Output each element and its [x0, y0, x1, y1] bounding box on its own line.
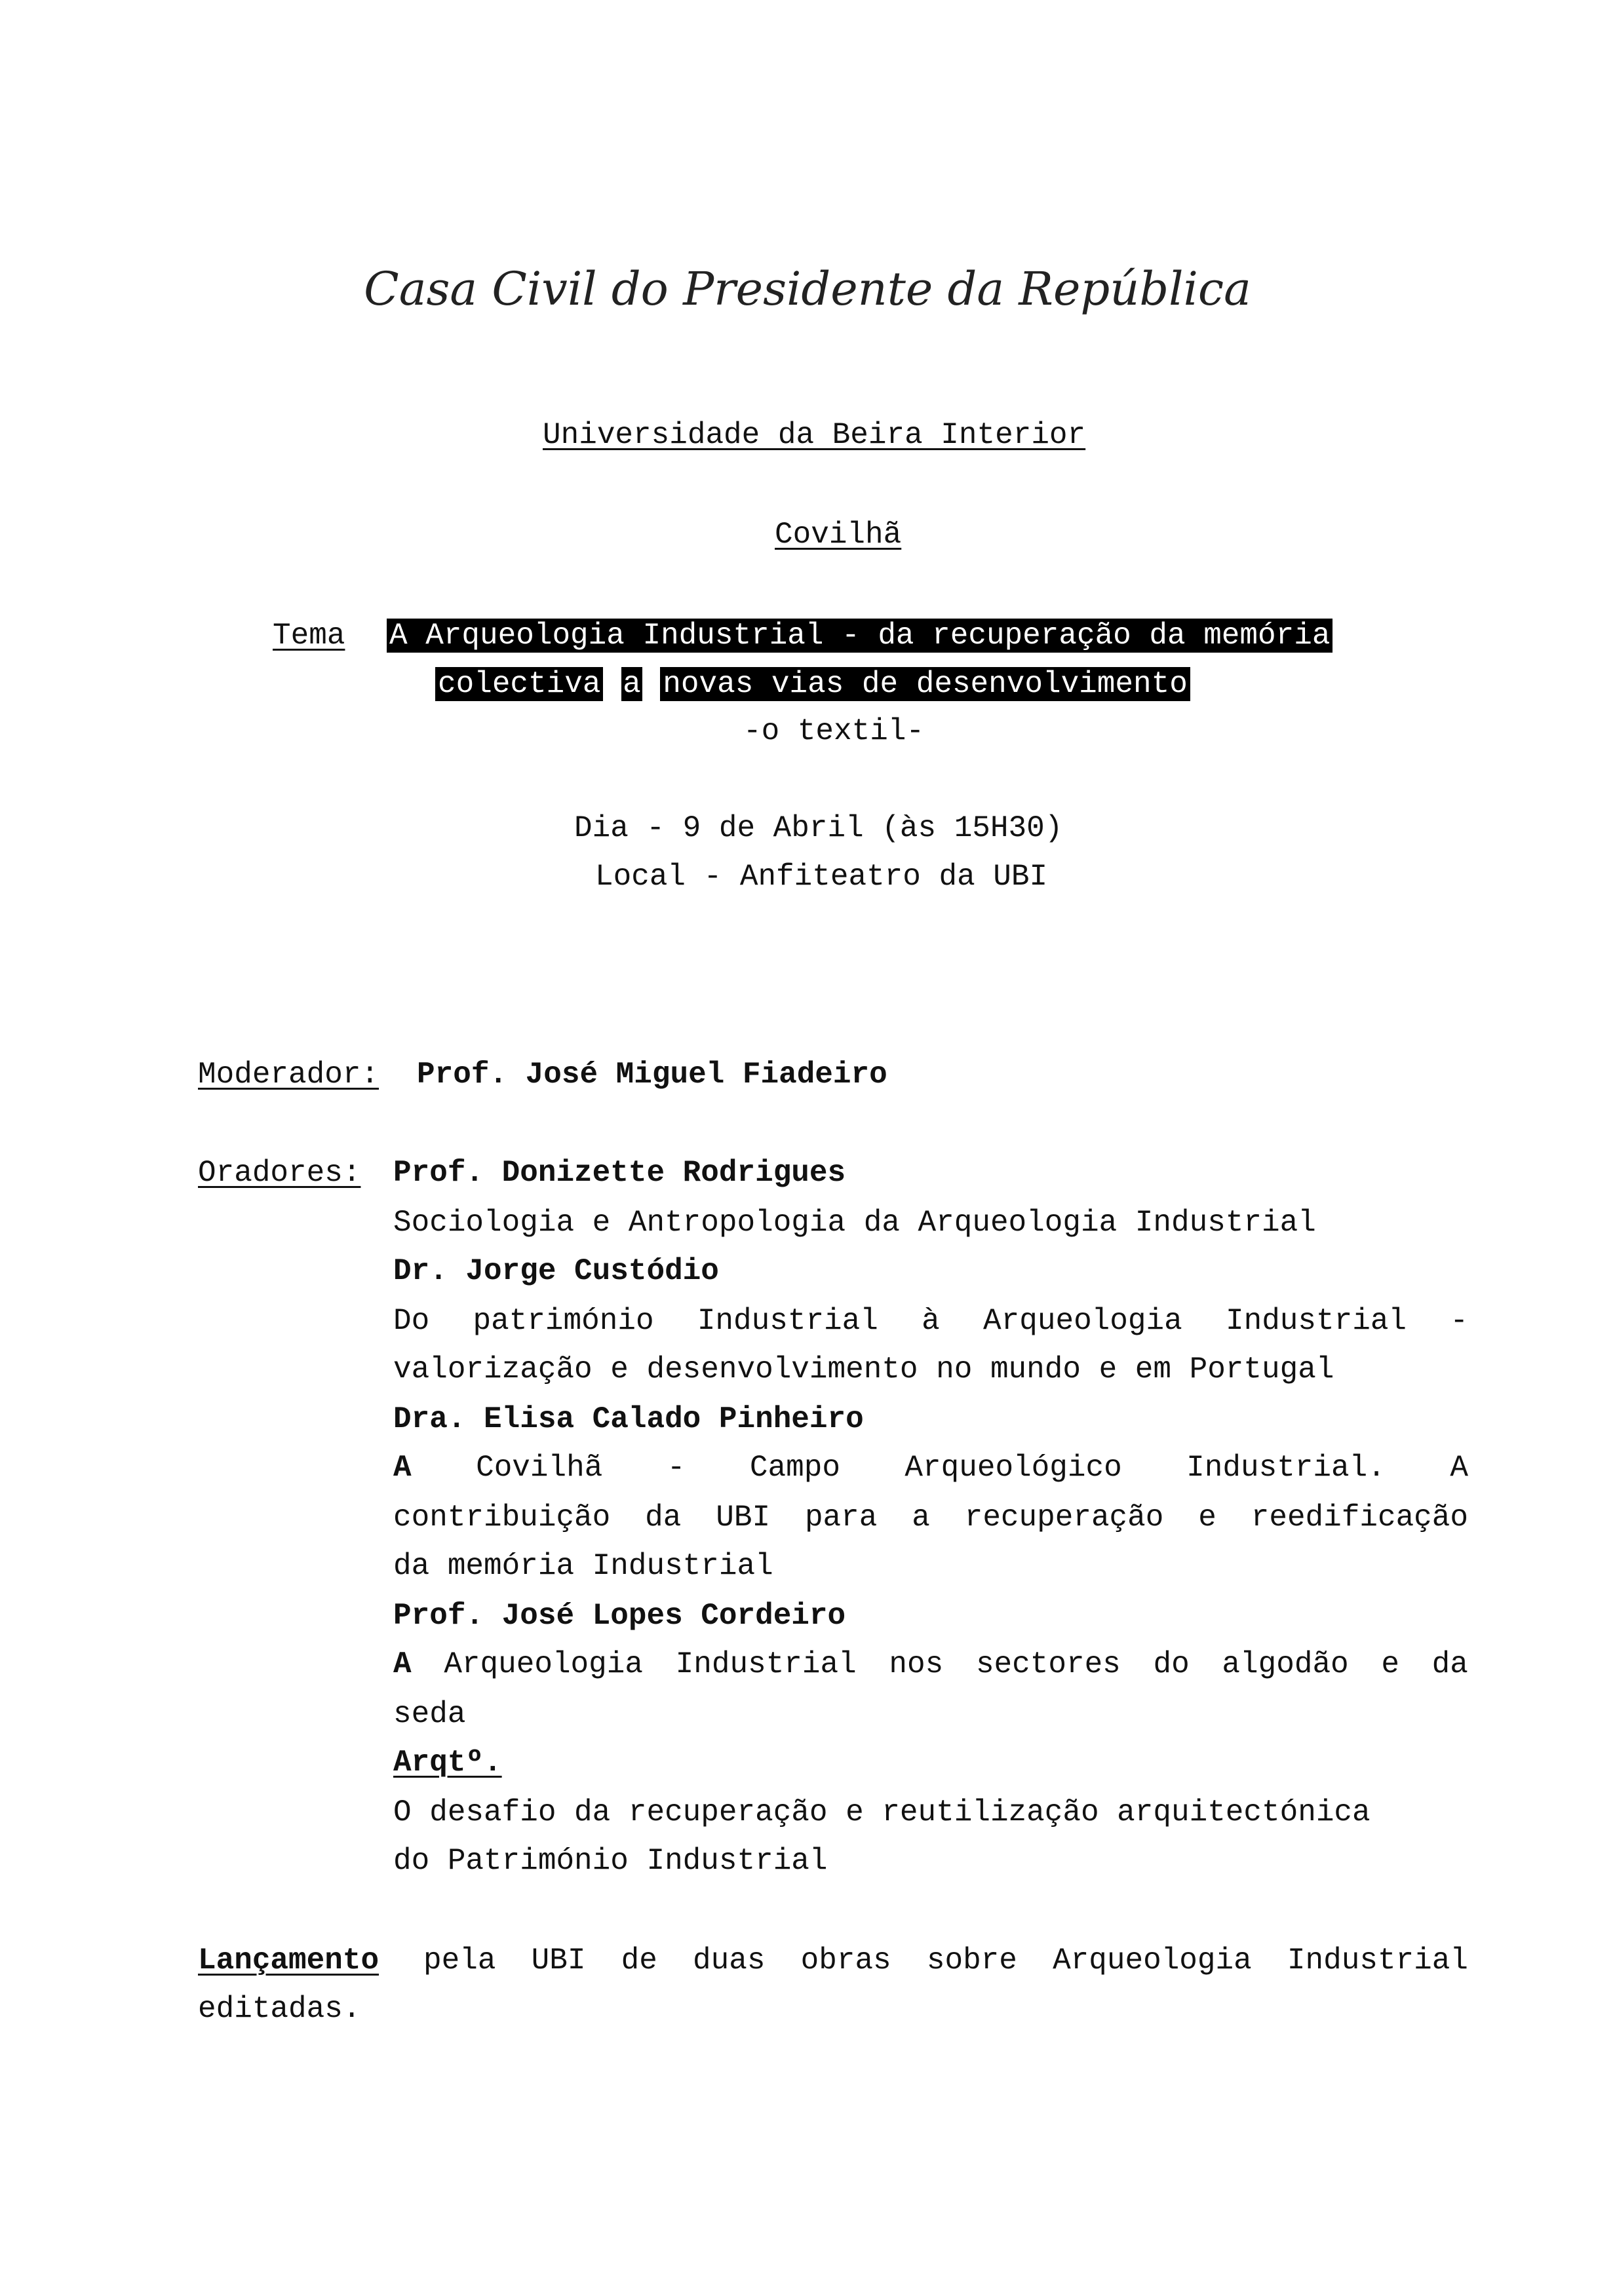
word: Industrial. [1186, 1451, 1386, 1485]
word: obras [800, 1943, 891, 1978]
word: A [393, 1647, 412, 1681]
orador-4-topic-line-2: seda [393, 1697, 466, 1731]
word: contribuição [393, 1501, 611, 1535]
university-title: Universidade da Beira Interior [543, 418, 1086, 452]
word: Campo [749, 1451, 840, 1485]
word: Do [393, 1304, 430, 1338]
word: património [473, 1304, 654, 1338]
tema-line-2 [435, 667, 1190, 701]
moderador-name: Prof. José Miguel Fiadeiro [417, 1058, 887, 1092]
word: Industrial [675, 1647, 857, 1681]
word: sectores [975, 1647, 1121, 1681]
word: Industrial [697, 1304, 878, 1338]
tema-highlight-2b: a [623, 667, 641, 701]
word: duas [693, 1943, 766, 1978]
tema-line-1 [387, 619, 1333, 653]
word: e [1198, 1501, 1216, 1535]
word: a [912, 1501, 930, 1535]
orador-1-name: Prof. Donizette Rodrigues [393, 1156, 846, 1190]
word: Arqueologia [983, 1304, 1182, 1338]
word: recuperação [964, 1501, 1164, 1535]
lancamento-line-2: editadas. [198, 1992, 361, 2026]
tema-highlight-2c: novas vias de desenvolvimento [660, 667, 1190, 701]
orador-3-topic-line-2 [393, 1501, 1468, 1535]
word: e [1381, 1647, 1399, 1681]
orador-5-topic-line-1: O desafio da recuperação e reutilização arquitectónica [393, 1795, 1371, 1829]
tema-line-3: -o textil- [743, 714, 925, 748]
moderador-label: Moderador: [198, 1058, 379, 1092]
word: à [922, 1304, 940, 1338]
event-location: Local - Anfiteatro da UBI [595, 860, 1048, 894]
word: Industrial [1287, 1943, 1468, 1978]
word: Covilhã [476, 1451, 603, 1485]
word: - [1450, 1304, 1468, 1338]
orador-4-name: Prof. José Lopes Cordeiro [393, 1599, 846, 1633]
word: A [393, 1451, 412, 1485]
letterhead: Casa Civil do Presidente da República [364, 262, 1251, 316]
orador-2-name: Dr. Jorge Custódio [393, 1254, 719, 1288]
word: Industrial [1225, 1304, 1407, 1338]
orador-3-topic-line-3: da memória Industrial [393, 1549, 773, 1583]
lancamento-label: Lançamento [198, 1943, 379, 1978]
tema-highlight-1: A Arqueologia Industrial - da recuperação da memória [387, 619, 1333, 653]
orador-3-topic-line-1 [393, 1451, 1468, 1485]
tema-highlight-2a: colectiva [435, 667, 603, 701]
word: da [1431, 1647, 1468, 1681]
word: nos [889, 1647, 944, 1681]
word: Arqueológico [905, 1451, 1122, 1485]
orador-1-topic: Sociologia e Antropologia da Arqueologia Industrial [393, 1206, 1316, 1240]
word: UBI [531, 1943, 586, 1978]
word: algodão [1222, 1647, 1349, 1681]
tema-label: Tema [273, 619, 345, 653]
event-date: Dia - 9 de Abril (às 15H30) [574, 811, 1063, 845]
oradores-label: Oradores: [198, 1156, 361, 1190]
word: reedificação [1251, 1501, 1468, 1535]
word: Arqueologia [444, 1647, 643, 1681]
word: da [645, 1501, 682, 1535]
word: sobre [926, 1943, 1017, 1978]
word: Arqueologia [1053, 1943, 1252, 1978]
orador-2-topic-line-2: valorização e desenvolvimento no mundo e em Portugal [393, 1352, 1334, 1387]
orador-5-topic-line-2: do Património Industrial [393, 1844, 828, 1878]
word: pela [423, 1943, 496, 1978]
orador-3-name: Dra. Elisa Calado Pinheiro [393, 1402, 864, 1436]
orador-4-topic-line-1 [393, 1647, 1468, 1681]
word: A [1450, 1451, 1468, 1485]
city-title: Covilhã [775, 518, 902, 552]
word: para [804, 1501, 878, 1535]
orador-5-name: Arqtº. [393, 1746, 502, 1780]
word: de [621, 1943, 657, 1978]
word: do [1153, 1647, 1190, 1681]
word: - [667, 1451, 686, 1485]
word: UBI [716, 1501, 771, 1535]
lancamento-line-1 [423, 1943, 1468, 1978]
orador-2-topic-line-1 [393, 1304, 1468, 1338]
